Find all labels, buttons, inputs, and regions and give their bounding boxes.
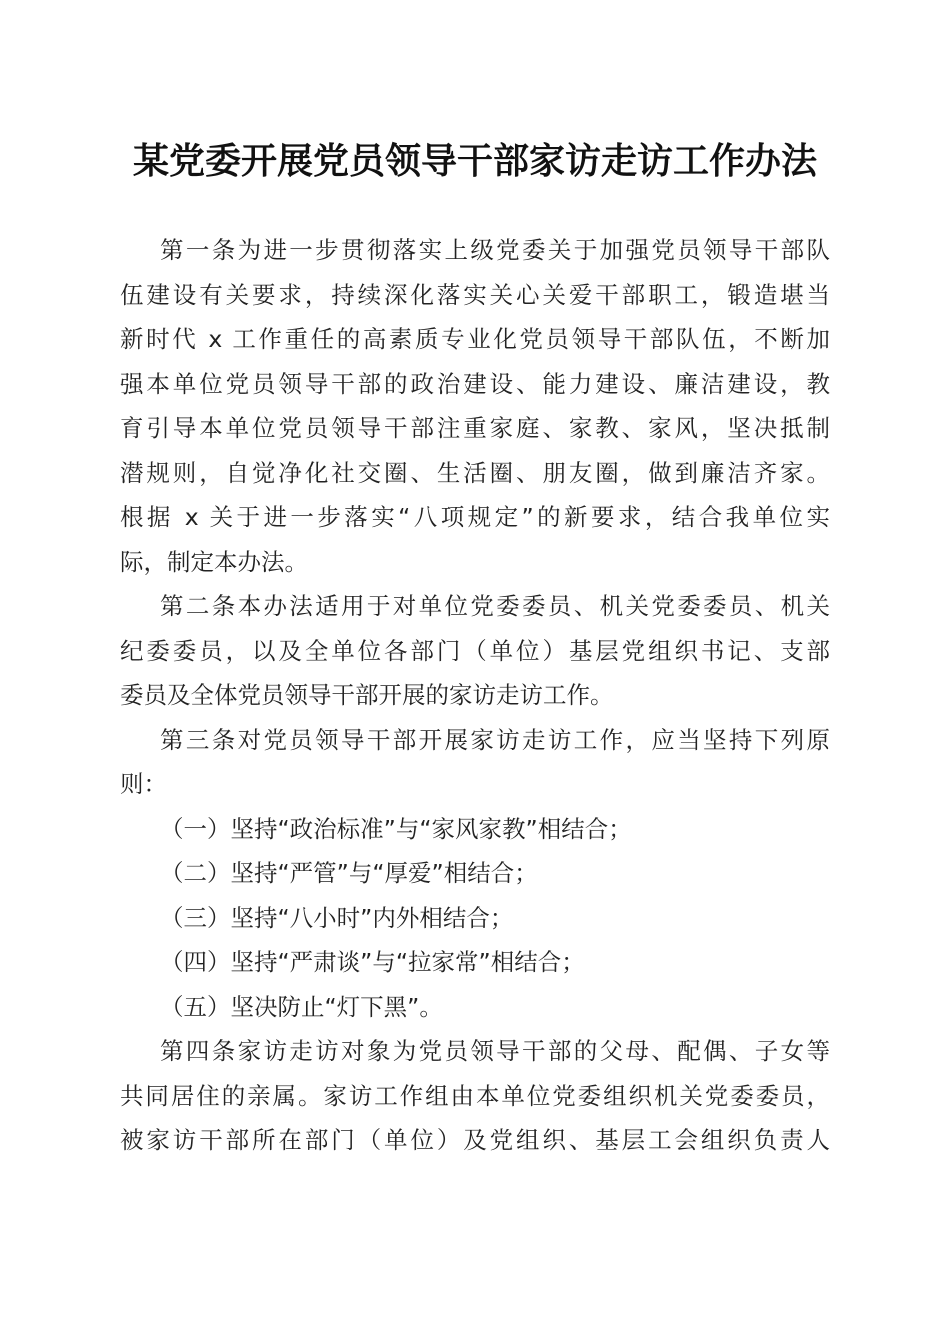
article3-line: 则： xyxy=(120,770,167,798)
principle-item: （五）坚决防止“灯下黑”。 xyxy=(160,992,443,1021)
principle-item: （二）坚持“严管”与“厚爱”相结合； xyxy=(160,859,538,887)
article1-line: 育引导本单位党员领导干部注重家庭、家教、家风，坚决抵制 xyxy=(120,414,830,442)
document-title: 某党委开展党员领导干部家访走访工作办法 xyxy=(132,140,817,182)
article3-line: 第三条对党员领导干部开展家访走访工作，应当坚持下列原 xyxy=(160,725,830,754)
article1-line: 潜规则，自觉净化社交圈、生活圈、朋友圈，做到廉洁齐家。 xyxy=(120,458,830,487)
article2-line: 纪委委员，以及全单位各部门（单位）基层党组织书记、支部 xyxy=(120,636,830,665)
article4-line: 被家访干部所在部门（单位）及党组织、基层工会组织负责人 xyxy=(120,1126,830,1154)
article4-line: 共同居住的亲属。家访工作组由本单位党委组织机关党委委员， xyxy=(120,1081,830,1110)
article2-line: 委员及全体党员领导干部开展的家访走访工作。 xyxy=(120,681,614,709)
article1-line: 第一条为进一步贯彻落实上级党委关于加强党员领导干部队 xyxy=(160,236,830,264)
article1-line: 强本单位党员领导干部的政治建设、能力建设、廉洁建设，教 xyxy=(120,369,830,398)
article2-line: 第二条本办法适用于对单位党委委员、机关党委委员、机关 xyxy=(160,592,830,620)
article1-line: 伍建设有关要求，持续深化落实关心关爱干部职工，锻造堪当 xyxy=(120,280,830,309)
article1-line: 新时代 x 工作重任的高素质专业化党员领导干部队伍，不断加 xyxy=(120,325,830,353)
article4-line: 第四条家访走访对象为党员领导干部的父母、配偶、子女等 xyxy=(160,1037,830,1065)
principle-item: （三）坚持“八小时”内外相结合； xyxy=(160,903,514,932)
article1-line: 根据 x 关于进一步落实“八项规定”的新要求，结合我单位实 xyxy=(120,503,830,531)
principle-item: （一）坚持“政治标准”与“家风家教”相结合； xyxy=(160,814,632,843)
principle-item: （四）坚持“严肃谈”与“拉家常”相结合； xyxy=(160,948,585,976)
article1-line: 际，制定本办法。 xyxy=(120,547,308,576)
document-body xyxy=(120,228,830,1163)
